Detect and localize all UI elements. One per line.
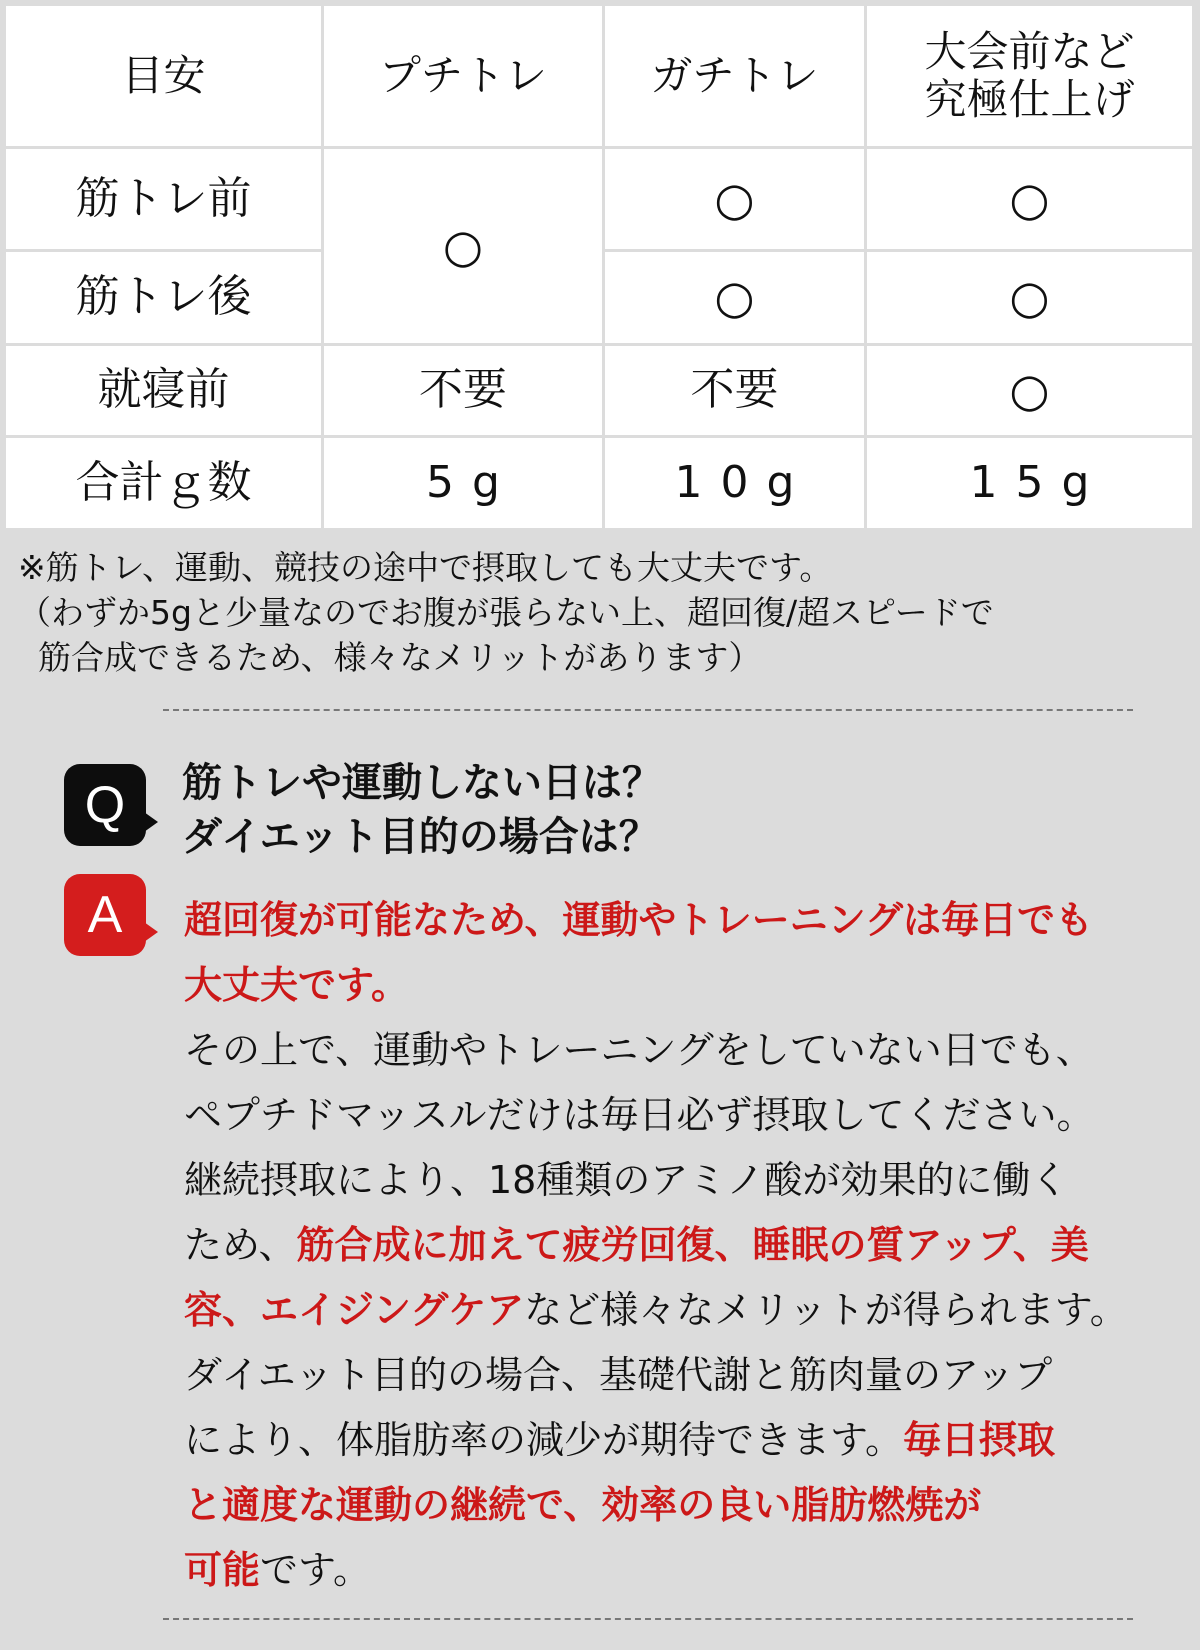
answer-text: ため、 [184,1223,297,1267]
answer-line: 大丈夫です。 [184,963,409,1007]
question-badge-icon: Q [64,764,146,846]
answer-line [184,1278,1184,1343]
answer-line: 超回復が可能なため、運動やトレーニングは毎日でも [184,898,1093,942]
row-label-after: 筋トレ後 [6,252,321,343]
puchi-before-after-mark: ○ [324,149,602,343]
answer-highlight: 筋合成に加えて疲労回復、睡眠の質アップ、美 [296,1223,1089,1267]
answer-text: により、体脂肪率の減少が期待できます。 [184,1418,903,1462]
answer-line [184,1538,1184,1603]
header-guide: 目安 [6,6,321,146]
table-notes [18,545,1188,680]
answer-highlight: 容、エイジングケア [184,1288,525,1332]
competition-before-mark: ○ [867,149,1192,249]
puchi-bedtime-value: 不要 [324,346,602,435]
note-line: 筋合成できるため、様々なメリットがあります） [38,638,762,677]
faq-answer [184,888,1184,1603]
competition-total-value: 15g [867,438,1192,528]
note-line: （わずか5gと少量なのでお腹が張らない上、超回復/超スピードで [18,593,994,632]
header-competition-line2: 究極仕上げ [924,75,1135,124]
puchi-total-value: 5g [324,438,602,528]
answer-line: ダイエット目的の場合、基礎代謝と筋肉量のアップ [184,1353,1053,1397]
question-line: ダイエット目的の場合は？ [182,814,659,860]
answer-line: と適度な運動の継続で、効率の良い脂肪燃焼が [184,1483,982,1527]
gachi-before-mark: ○ [605,149,864,249]
answer-line [184,1408,1184,1473]
answer-highlight: 可能 [184,1548,261,1592]
answer-text: です。 [260,1548,371,1592]
answer-highlight: 毎日摂取 [902,1418,1055,1462]
header-competition [867,6,1192,146]
gachi-total-value: 10g [605,438,864,528]
gachi-bedtime-value: 不要 [605,346,864,435]
dashed-divider [163,709,1133,711]
competition-bedtime-mark: ○ [867,346,1192,435]
header-gachi-training: ガチトレ [605,6,864,146]
row-label-before: 筋トレ前 [6,149,321,249]
answer-line: 継続摂取により、18種類のアミノ酸が効果的に働く [184,1158,1069,1202]
header-competition-line1: 大会前など [924,26,1135,76]
answer-badge-icon: A [64,874,146,956]
answer-line: その上で、運動やトレーニングをしていない日でも、 [184,1028,1094,1072]
header-puchi-training: プチトレ [324,6,602,146]
question-line: 筋トレや運動しない日は？ [182,760,662,806]
row-label-total: 合計ｇ数 [6,438,321,528]
answer-text: など様々なメリットが得られます。 [524,1288,1128,1332]
row-label-bedtime: 就寝前 [6,346,321,435]
answer-line [184,1213,1184,1278]
gachi-after-mark: ○ [605,252,864,343]
dashed-divider [163,1618,1133,1620]
faq-question [182,756,662,864]
answer-line: ペプチドマッスルだけは毎日必ず摂取してください。 [184,1093,1095,1137]
competition-after-mark: ○ [867,252,1192,343]
dosage-table [6,6,1190,536]
note-line: ※筋トレ、運動、競技の途中で摂取しても大丈夫です。 [18,548,833,587]
